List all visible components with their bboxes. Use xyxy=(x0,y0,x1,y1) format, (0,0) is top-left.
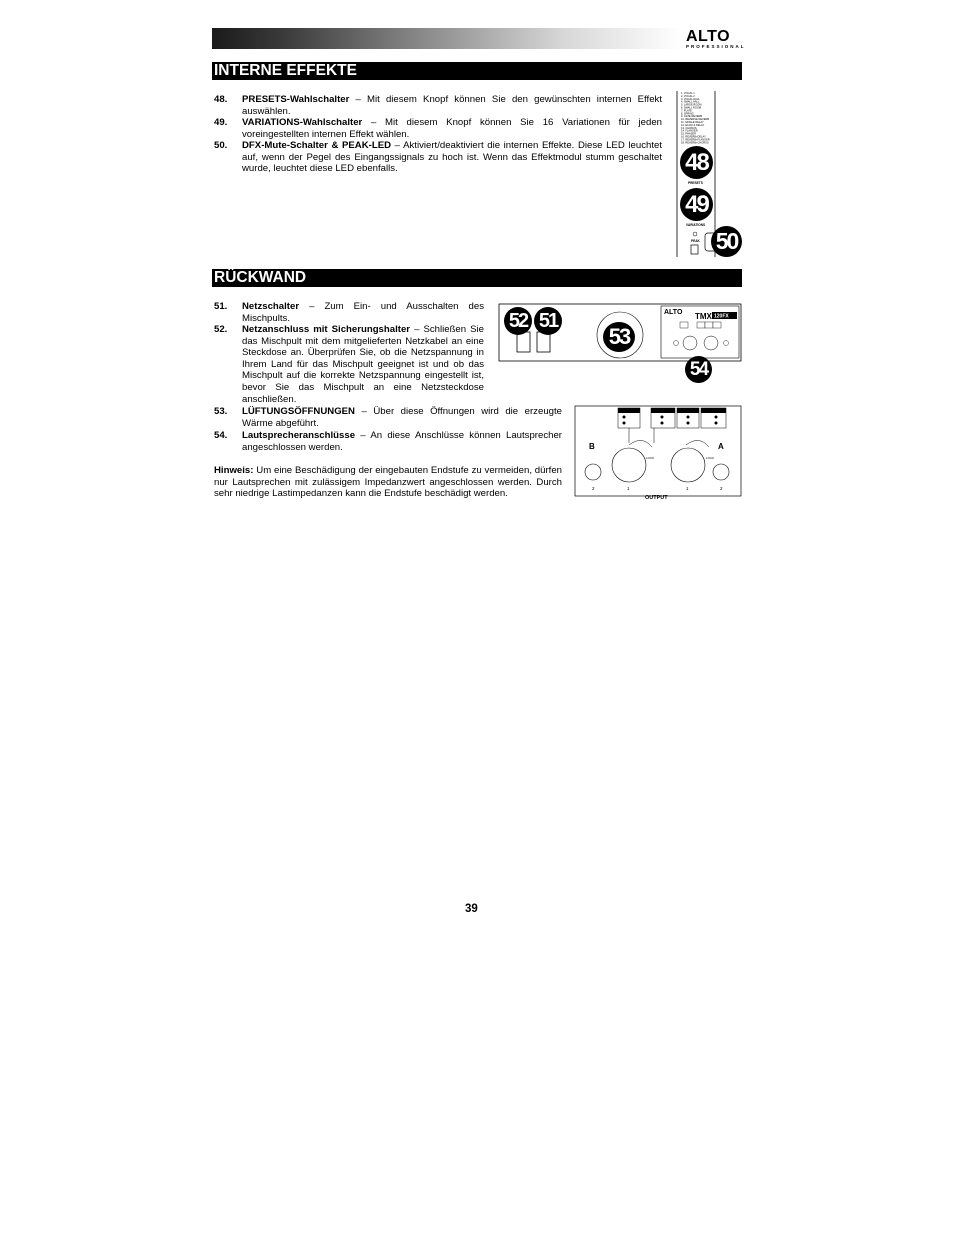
item-text: – Schließen Sie das Mischpult mit dem mitgelieferten Netzkabel an eine Steckdose an. Überprüfen Sie, ob die Netzspannung in Ihrem Land für das Mischpult geeignet ist und ob das Mischpult auf die korrekte Netzspannung eingestellt ist, bevor Sie das Mischpult an eine Netzsteckdose anschließen. xyxy=(242,324,485,405)
preset-list-item: 7. PLATE xyxy=(681,109,692,113)
note-body xyxy=(214,465,562,500)
item-number: 51. xyxy=(214,301,228,312)
peak-label: PEAK xyxy=(691,239,700,243)
item-term: VARIATIONS-Wahlschalter xyxy=(242,117,363,128)
jack-a xyxy=(713,464,729,480)
preset-list-item: 6. SMALL ROOM xyxy=(681,106,702,110)
header-gradient-bar xyxy=(212,28,682,49)
logo-subtext: PROFESSIONAL xyxy=(686,44,746,49)
speakon-b xyxy=(612,448,646,482)
preset-list-item: 12. ECHO & DELAY xyxy=(681,123,705,127)
jack-b xyxy=(585,464,601,480)
rear-logo: ALTO xyxy=(664,309,683,316)
power-inlet xyxy=(517,332,530,352)
rear-panel-figure xyxy=(498,303,742,383)
preset-list-item: 10. REVERSE REVERB xyxy=(681,118,710,122)
preset-list-item: 11. SINGLE DELAY xyxy=(681,121,704,124)
preset-list-item: 2. VOCAL 2 xyxy=(681,94,695,98)
preset-list-item: 17. REVERB+FLANGER xyxy=(681,138,710,142)
output-panel-drawing xyxy=(574,405,742,501)
item-number: 49. xyxy=(214,117,228,128)
logo-text: ALTO xyxy=(686,28,731,45)
item-body xyxy=(242,94,662,117)
item-term: Lautsprecheranschlüsse xyxy=(242,430,356,441)
label-a: A xyxy=(718,442,724,451)
preset-list-item: 5. LARGE ROOM xyxy=(681,103,702,107)
variations-label: VARIATIONS xyxy=(686,223,706,227)
badge-51: 51 xyxy=(534,307,562,335)
preset-list-item: 4. SMALL HALL xyxy=(681,100,700,104)
hinweis-note xyxy=(214,465,562,500)
dfx-mute-switch xyxy=(691,245,698,254)
item-term: LÜFTUNGSÖFFNUNGEN xyxy=(242,406,355,417)
note-text: Um eine Beschädigung der eingebauten Endstufe zu vermeiden, dürfen nur Lautsprechen mit zulässigem Impedanzwert angeschlossen werden. Durch sehr niedrige Lastimpedanzen kann die Endstufe beschädigt werden. xyxy=(214,465,562,500)
item-text: – Über diese Öffnungen wird die erzeugte Wärme abgeführt. xyxy=(242,406,562,429)
badge-48: 48 xyxy=(680,146,713,179)
item-term: Netzanschluss mit Sicherungshalter xyxy=(242,324,411,335)
badge-54: 54 xyxy=(685,356,712,383)
alto-logo xyxy=(686,28,746,50)
item-text: – Mit diesem Knopf können Sie den gewünschten internen Effekt auswählen. xyxy=(242,94,662,117)
label-b: B xyxy=(589,442,595,451)
num-knob-a: 1 xyxy=(686,486,689,491)
item-number: 52. xyxy=(214,324,228,335)
output-label: OUTPUT xyxy=(645,495,668,501)
section-title-rueckwand: RÜCKWAND xyxy=(212,269,742,287)
section-title-interne-effekte: INTERNE EFFEKTE xyxy=(212,62,742,80)
page-number: 39 xyxy=(465,903,478,915)
preset-list-item: 9. GATE REVERB xyxy=(681,115,703,119)
item-body xyxy=(242,301,484,324)
preset-list-item: 1. VOCAL 1 xyxy=(681,92,695,95)
item-body xyxy=(242,406,562,429)
preset-list-item: 14. FLANGER xyxy=(681,129,698,133)
presets-label: PRESETS xyxy=(688,181,703,185)
num-jack-b: 2 xyxy=(592,486,595,491)
lock-label-a: LOCK xyxy=(706,456,715,460)
badge-49: 49 xyxy=(680,188,713,221)
item-body xyxy=(242,324,484,405)
speakon-a xyxy=(671,448,705,482)
item-term: DFX-Mute-Schalter & PEAK-LED xyxy=(242,140,392,151)
item-number: 53. xyxy=(214,406,228,417)
num-jack-a: 2 xyxy=(720,486,723,491)
preset-list-item: 13. CHORUS xyxy=(681,126,697,130)
item-text: – An diese Anschlüsse können Lautsprecher angeschlossen werden. xyxy=(242,430,562,453)
effects-panel-figure xyxy=(676,89,742,260)
rear-model: TMX xyxy=(695,312,712,321)
lock-label-b: LOCK xyxy=(646,456,655,460)
note-label: Hinweis: xyxy=(214,465,254,476)
preset-list-item: 16. REVERB+DELAY xyxy=(681,135,706,139)
preset-list-item: 18. REVERB+CHORUS xyxy=(681,141,709,145)
num-knob-b: 1 xyxy=(627,486,630,491)
badge-50: 50 xyxy=(711,226,742,257)
item-number: 50. xyxy=(214,140,228,151)
item-text: – Mit diesem Knopf können Sie 16 Variationen für jeden voreingestellten internen Effekt wählen. xyxy=(242,117,662,140)
item-body xyxy=(242,117,662,140)
item-body xyxy=(242,140,662,175)
output-panel-figure xyxy=(574,405,742,501)
preset-list-item: 8. SPRING xyxy=(681,112,694,116)
item-term: PRESETS-Wahlschalter xyxy=(242,94,350,105)
badge-53: 53 xyxy=(603,322,635,352)
preset-list-item: 15. PHASER xyxy=(681,132,696,136)
item-number: 54. xyxy=(214,430,228,441)
badge-52: 52 xyxy=(504,307,532,335)
item-text: – Aktiviert/deaktiviert die internen Effekte. Diese LED leuchtet auf, wenn der Pegel des Eingangssignals zu hoch ist. Wenn das Effektmodul stumm geschaltet wurde, leuchtet diese LED ebenfalls. xyxy=(242,140,662,175)
rear-model-suffix: 120FX xyxy=(714,313,729,320)
item-body xyxy=(242,430,562,453)
item-term: Netzschalter xyxy=(242,301,300,312)
preset-list-item: 3. VOCAL HALL xyxy=(681,97,700,101)
item-text: – Zum Ein- und Ausschalten des Mischpults. xyxy=(242,301,484,324)
power-switch xyxy=(537,332,550,352)
item-number: 48. xyxy=(214,94,228,105)
